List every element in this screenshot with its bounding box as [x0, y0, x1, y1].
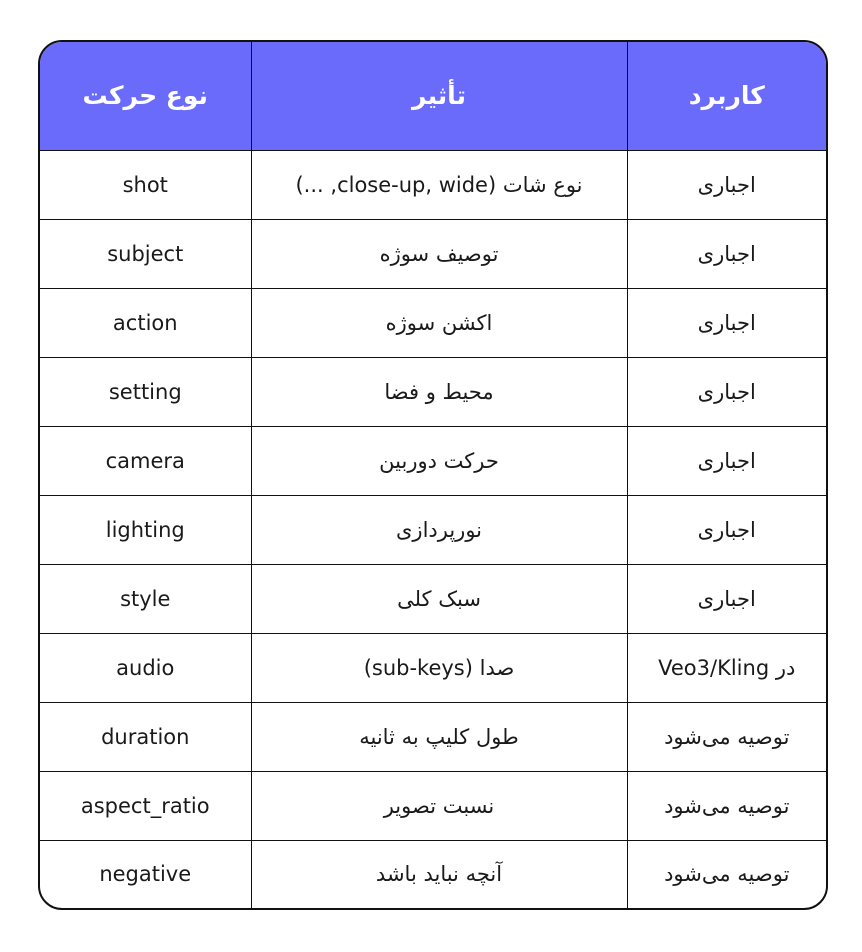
table-header [40, 42, 826, 150]
table-row [40, 150, 826, 219]
row-usage-cell: اجباری [627, 150, 826, 219]
table-row [40, 219, 826, 288]
table-row [40, 495, 826, 564]
row-usage-cell: اجباری [627, 219, 826, 288]
row-effect-cell: اکشن سوژه [251, 288, 627, 357]
row-key-cell: subject [40, 219, 251, 288]
row-usage-cell: توصیه می‌شود [627, 840, 826, 908]
row-usage-cell: در Veo3/Kling [627, 633, 826, 702]
row-key-cell: aspect_ratio [40, 771, 251, 840]
table-row [40, 357, 826, 426]
row-usage-cell: توصیه می‌شود [627, 702, 826, 771]
row-key-cell: duration [40, 702, 251, 771]
header-movement-type: نوع حرکت [40, 42, 251, 150]
row-effect-cell: طول کلیپ به ثانیه [251, 702, 627, 771]
table-row [40, 771, 826, 840]
parameters-table [40, 42, 826, 908]
row-usage-cell: اجباری [627, 564, 826, 633]
table-row [40, 633, 826, 702]
row-effect-cell: محیط و فضا [251, 357, 627, 426]
row-effect-cell: توصیف سوژه [251, 219, 627, 288]
table-row [40, 564, 826, 633]
row-key-cell: negative [40, 840, 251, 908]
row-key-cell: shot [40, 150, 251, 219]
row-usage-cell: اجباری [627, 288, 826, 357]
row-effect-cell: نورپردازی [251, 495, 627, 564]
row-effect-cell: آنچه نباید باشد [251, 840, 627, 908]
row-usage-cell: توصیه می‌شود [627, 771, 826, 840]
row-effect-cell: نسبت تصویر [251, 771, 627, 840]
row-effect-cell: حرکت دوربین [251, 426, 627, 495]
row-usage-cell: اجباری [627, 357, 826, 426]
row-effect-cell: صدا (sub-keys) [251, 633, 627, 702]
table-row [40, 288, 826, 357]
row-effect-cell: سبک کلی [251, 564, 627, 633]
row-key-cell: action [40, 288, 251, 357]
row-key-cell: camera [40, 426, 251, 495]
row-key-cell: setting [40, 357, 251, 426]
row-usage-cell: اجباری [627, 426, 826, 495]
header-effect: تأثیر [251, 42, 627, 150]
header-usage: کاربرد [627, 42, 826, 150]
parameters-table-container [38, 40, 828, 910]
row-key-cell: style [40, 564, 251, 633]
row-usage-cell: اجباری [627, 495, 826, 564]
header-row [40, 42, 826, 150]
row-key-cell: audio [40, 633, 251, 702]
table-row [40, 840, 826, 908]
row-effect-cell: نوع شات (close-up, wide, ...) [251, 150, 627, 219]
table-row [40, 702, 826, 771]
table-body [40, 150, 826, 908]
table-row [40, 426, 826, 495]
row-key-cell: lighting [40, 495, 251, 564]
